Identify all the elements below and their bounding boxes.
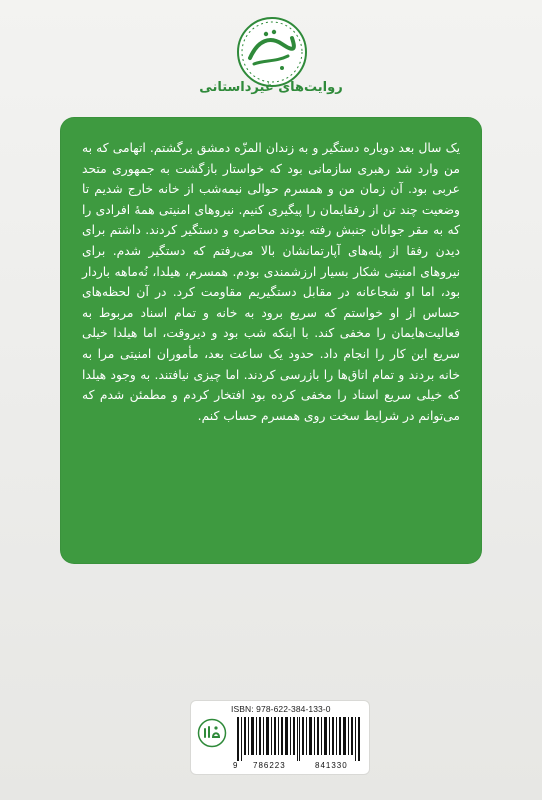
barcode-prefix-digit: 9 bbox=[233, 761, 238, 770]
isbn-barcode-block bbox=[191, 701, 369, 774]
blurb-text: یک سال بعد دوباره دستگیر و به زندان المزّه دمشق برگشتم. اتهامی که به من وارد شد رهبری سازمانی بود که خواستار بازگشت به جمهوری متحد عربی بود. آن زمان من و همسرم حوالی نیمه‌شب از خانه خارج شدیم تا وضعیت چند تن از رفقایمان را پیگیری کنیم. نیروهای امنیتی همهٔ افرادی را که به مقر جوانان جنبش رفته بودند محاصره و دستگیر کردند. داشتم برای دیدن رفقا از پله‌های آپارتمانشان بالا می‌رفتم که دستگیر شدم. برای نیروهای امنیتی شکار بسیار ارزشمندی بودم. همسرم، هیلدا، نُه‌ماهه باردار بود، اما او شجاعانه در مقابل دستگیریم مقاومت کرد. در آن لحظه‌های حساس از او خواستم که سریع برود به خانه و تمام اسناد مربوط به فعالیت‌هایمان را مخفی کند. با اینکه شب بود و دیروقت، اما هیلدا خیلی سریع این کار را انجام داد. حدود یک ساعت بعد، مأموران امنیتی مرا به خانه بردند و تمام اتاق‌ها را بازرسی کردند. اما چیزی نیافتند. به وجود هیلدا که خیلی سریع اسناد را مخفی کرده بود افتخار کردم و مطمئن شدم که می‌توانم در شرایط سخت روی همسرم حساب کنم. bbox=[82, 141, 460, 423]
barcode-left-digits: 786223 bbox=[253, 761, 286, 770]
isbn-number: ISBN: 978-622-384-133-0 bbox=[231, 704, 331, 714]
barcode-right-digits: 841330 bbox=[315, 761, 348, 770]
series-caption: روایت‌های غیرداستانی bbox=[199, 80, 343, 95]
barcode bbox=[237, 717, 361, 761]
blurb-panel bbox=[60, 117, 482, 564]
publisher-logo-icon bbox=[197, 718, 227, 748]
